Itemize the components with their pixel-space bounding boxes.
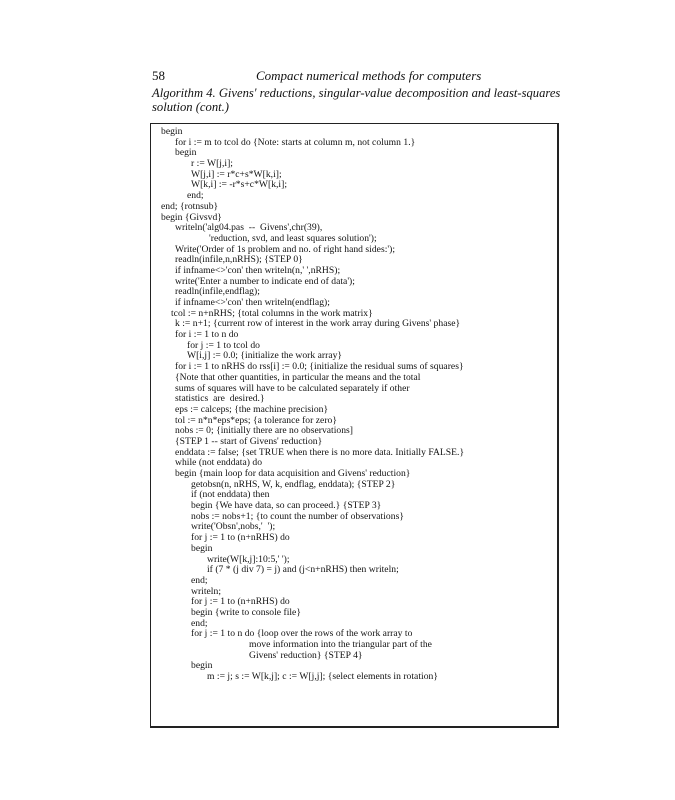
code-line: for j := 1 to tcol do — [187, 339, 260, 351]
code-line: begin {main loop for data acquisition and Givens' reduction} — [175, 468, 411, 479]
code-line: 'reduction, svd, and least squares solution'); — [209, 232, 377, 244]
algorithm-caption: Algorithm 4. Givens' reductions, singular-value decomposition and least-squares solution (cont.) — [152, 86, 561, 114]
code-line: for i := 1 to n do — [175, 329, 239, 341]
code-line: enddata := false; {set TRUE when there is no more data. Initially FALSE.} — [175, 446, 465, 458]
code-line: r := W[j,i]; — [191, 158, 233, 170]
code-line: k := n+1; {current row of interest in the work array during Givens' phase} — [175, 318, 461, 330]
code-line: end; {rotnsub} — [161, 200, 219, 212]
code-line: statistics are desired.} — [175, 393, 265, 405]
code-line: write(W[k,j]:10:5,' '); — [207, 553, 290, 565]
code-line: getobsn(n, nRHS, W, k, endflag, enddata); {STEP 2} — [191, 478, 396, 490]
code-line: if infname<>'con' then writeln(n,' ',nRHS); — [175, 264, 341, 276]
code-line: nobs := 0; {initially there are no observations] — [175, 425, 354, 437]
code-line: tol := n*n*eps*eps; {a tolerance for zero} — [175, 414, 337, 426]
code-line: {Note that other quantities, in particular the means and the total — [175, 371, 421, 383]
code-line: end; — [187, 190, 204, 202]
code-line: write('Enter a number to indicate end of data'); — [175, 275, 355, 287]
page-header — [152, 68, 562, 84]
code-line: Givens' reduction} {STEP 4} — [249, 649, 363, 661]
code-line: for i := 1 to nRHS do rss[i] := 0.0; {initialize the residual sums of squares} — [175, 361, 464, 373]
code-line: tcol := n+nRHS; {total columns in the work matrix} — [171, 307, 373, 319]
code-line: Write('Order of 1s problem and no. of right hand sides:'); — [175, 243, 396, 255]
code-line: begin {Givsvd} — [161, 211, 222, 223]
code-line: m := j; s := W[k,j]; c := W[j,j]; {select elements in rotation} — [207, 671, 438, 683]
code-line: end; — [191, 617, 208, 629]
code-line: if (not enddata) then — [191, 489, 270, 501]
code-listing-box — [150, 123, 559, 728]
code-line: W[i,j] := 0.0; {initialize the work array} — [187, 350, 343, 362]
code-line: eps := calceps; {the machine precision} — [175, 403, 329, 415]
code-line: begin — [175, 147, 197, 159]
code-line: {STEP 1 -- start of Givens' reduction} — [175, 435, 323, 447]
code-line: write('Obsn',nobs,' '); — [191, 521, 276, 533]
code-line: writeln; — [191, 585, 221, 597]
code-line: move information into the triangular part of the — [249, 639, 432, 650]
code-line: while (not enddata) do — [175, 457, 263, 469]
code-line: if (7 * (j div 7) = j) and (j<n+nRHS) then writeln; — [207, 564, 399, 576]
code-line: begin {write to console file} — [191, 606, 301, 618]
code-line: W[j,i] := r*c+s*W[k,i]; — [191, 168, 282, 180]
page-number: 58 — [152, 68, 165, 83]
code-line: for j := 1 to (n+nRHS) do — [191, 596, 290, 608]
code-line: begin — [191, 542, 213, 554]
code-line: for j := 1 to (n+nRHS) do — [191, 532, 290, 544]
code-line: end; — [191, 574, 208, 586]
code-line: for j := 1 to n do {loop over the rows of the work array to — [191, 628, 413, 640]
code-line: sums of squares will have to be calculated separately if other — [175, 382, 410, 394]
code-line: for i := m to tcol do {Note: starts at column m, not column 1.} — [175, 136, 416, 148]
code-line: begin — [161, 126, 183, 137]
code-line: begin {We have data, so can proceed.} {STEP 3} — [191, 500, 382, 512]
code-listing — [161, 127, 553, 683]
running-title: Compact numerical methods for computers — [256, 68, 482, 83]
code-line: writeln('alg04.pas -- Givens',chr(39), — [175, 222, 323, 234]
code-line: nobs := nobs+1; {to count the number of observations} — [191, 510, 404, 522]
code-line: W[k,i] := -r*s+c*W[k,i]; — [191, 179, 288, 191]
code-line: if infname<>'con' then writeln(endflag); — [175, 297, 330, 308]
code-line: readln(infile,n,nRHS); {STEP 0} — [175, 254, 303, 266]
code-line: begin — [191, 660, 213, 672]
code-line: readln(infile,endflag); — [175, 286, 260, 298]
